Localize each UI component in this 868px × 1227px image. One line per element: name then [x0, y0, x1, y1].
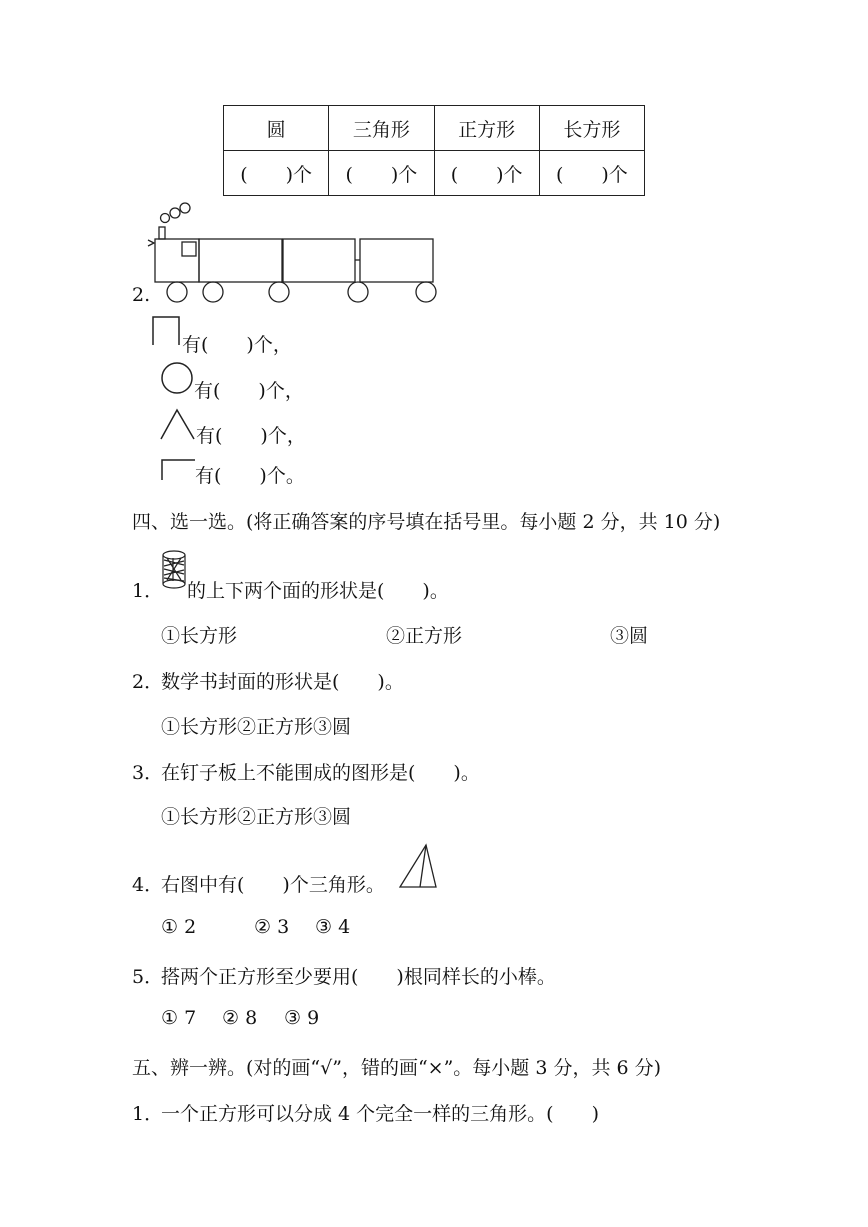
- section-title: 五、辨一辨。(对的画“√”，错的画“×”。每小题 3 分，共 6 分): [132, 1057, 662, 1079]
- question-number: 1．: [132, 580, 164, 602]
- section-title: 四、选一选。(将正确答案的序号填在括号里。每小题 2 分，共 10 分): [132, 511, 721, 533]
- answer-cell[interactable]: ( )个: [434, 151, 539, 196]
- question-text: 一个正方形可以分成 4 个完全一样的三角形。( ): [161, 1103, 599, 1125]
- question-number: 2.: [132, 284, 151, 306]
- train-figure: [140, 200, 450, 310]
- cylinder-icon: [161, 550, 187, 590]
- option[interactable]: ③圆: [610, 625, 649, 647]
- square-icon: [152, 316, 182, 346]
- table-header-cell: 三角形: [329, 106, 434, 151]
- question-number: 3．: [132, 762, 164, 784]
- question-text: 的上下两个面的形状是( )。: [187, 580, 449, 602]
- question-text: 右图中有( )个三角形。: [161, 874, 385, 896]
- option[interactable]: ② 3: [254, 916, 290, 938]
- circle-icon: [160, 361, 194, 395]
- triangle-diagram: [398, 843, 438, 889]
- count-line-rectangle: 有( )个。: [195, 465, 305, 487]
- option[interactable]: ③ 9: [284, 1007, 320, 1029]
- option[interactable]: ③ 4: [315, 916, 351, 938]
- question-text: 数学书封面的形状是( )。: [161, 671, 404, 693]
- question-text: 在钉子板上不能围成的图形是( )。: [161, 762, 480, 784]
- table-header-row: [224, 106, 645, 151]
- question-number: 1．: [132, 1103, 164, 1125]
- table-header-cell: 正方形: [434, 106, 539, 151]
- option[interactable]: ② 8: [222, 1007, 258, 1029]
- option[interactable]: ②正方形: [386, 625, 463, 647]
- shape-count-table: [223, 105, 645, 196]
- count-line-triangle: 有( )个，: [196, 425, 306, 447]
- question-number: 5．: [132, 966, 164, 988]
- question-number: 4．: [132, 874, 164, 896]
- answer-cell[interactable]: ( )个: [329, 151, 434, 196]
- table-row: [224, 151, 645, 196]
- option[interactable]: ① 7: [161, 1007, 197, 1029]
- table-header-cell: 圆: [224, 106, 329, 151]
- count-line-circle: 有( )个，: [194, 380, 304, 402]
- question-text: 搭两个正方形至少要用( )根同样长的小棒。: [161, 966, 556, 988]
- answer-cell[interactable]: ( )个: [539, 151, 644, 196]
- option-line[interactable]: ①长方形②正方形③圆: [161, 806, 352, 828]
- question-number: 2．: [132, 671, 164, 693]
- triangle-icon: [160, 408, 196, 440]
- rectangle-icon: [161, 459, 197, 481]
- table-header-cell: 长方形: [539, 106, 644, 151]
- answer-cell[interactable]: ( )个: [224, 151, 329, 196]
- option-line[interactable]: ①长方形②正方形③圆: [161, 716, 352, 738]
- option[interactable]: ① 2: [161, 916, 197, 938]
- count-line-square: 有( )个，: [182, 334, 292, 356]
- option[interactable]: ①长方形: [161, 625, 238, 647]
